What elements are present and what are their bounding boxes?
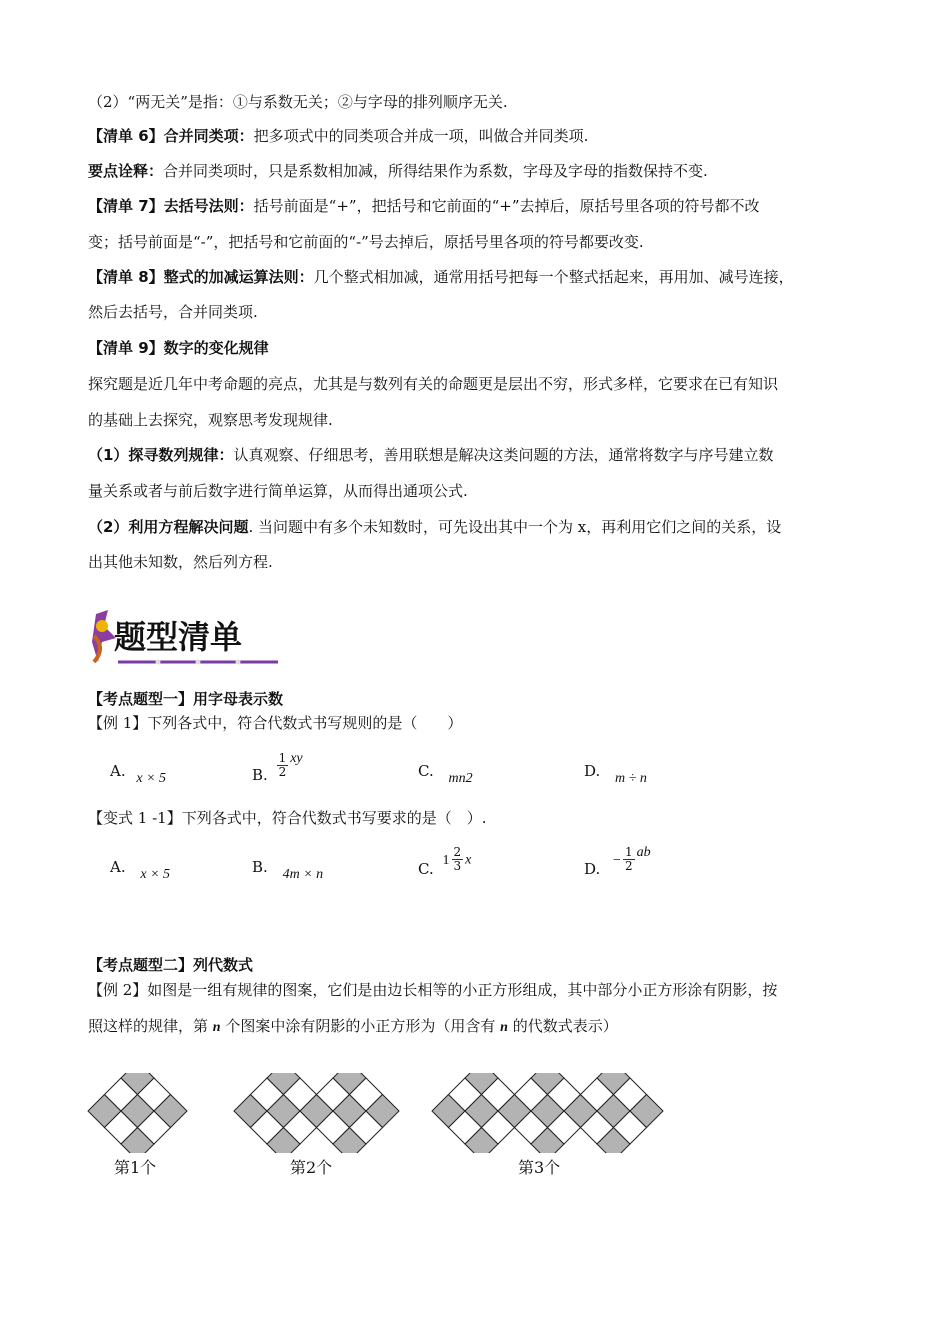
section-title: 【考点题型一】用字母表示数	[88, 690, 284, 708]
option-d: D. m ÷ n	[584, 762, 647, 786]
option-c: C. mn2	[418, 762, 473, 786]
text-line: 【清单 9】数字的变化规律	[88, 339, 269, 357]
text-line: 出其他未知数，然后列方程.	[88, 553, 273, 571]
question-text: 照这样的规律，第 n 个图案中涂有阴影的小正方形为（用含有 n 的代数式表示）	[88, 1017, 618, 1035]
text-line: （2）利用方程解决问题. 当问题中有多个未知数时，可先设出其中一个为 x，再利用它们之间的关系，设	[88, 518, 782, 536]
text-line: 量关系或者与前后数字进行简单运算，从而得出通项公式.	[88, 482, 468, 500]
question-text: 【例 1】下列各式中，符合代数式书写规则的是（ ）	[88, 714, 463, 732]
text-line: 的基础上去探究，观察思考发现规律.	[88, 411, 333, 429]
text-line: 【清单 6】合并同类项：把多项式中的同类项合并成一项，叫做合并同类项.	[88, 127, 589, 145]
option-b: B. 4m × n	[252, 858, 324, 882]
text-line: 【清单 7】去括号法则：括号前面是“+”，把括号和它前面的“+”去掉后，原括号里各项的符号都不改	[88, 197, 760, 215]
pattern-label-1: 第1个	[114, 1158, 157, 1177]
pattern-label-2: 第2个	[290, 1158, 333, 1177]
option-a: A. x × 5	[110, 762, 167, 786]
text-line: 变；括号前面是“-”，把括号和它前面的“-”号去掉后，原括号里各项的符号都要改变.	[88, 233, 644, 251]
text-line: 探究题是近几年中考命题的亮点，尤其是与数列有关的命题更是层出不穷，形式多样，它要求在已有知识	[88, 375, 779, 393]
text-line: 要点诠释：合并同类项时，只是系数相加减，所得结果作为系数，字母及字母的指数保持不变.	[88, 162, 708, 180]
text-line: 然后去括号，合并同类项.	[88, 303, 258, 321]
banner-graphic	[88, 608, 288, 670]
pattern-figure	[0, 1073, 950, 1153]
option-a: A. x × 5	[110, 858, 171, 882]
option-b: B. $\frac{1}{2}$ xy	[252, 750, 303, 784]
text-line: （1）探寻数列规律：认真观察、仔细思考，善用联想是解决这类问题的方法，通常将数字与序号建立数	[88, 446, 774, 464]
text-line: 【清单 8】整式的加减运算法则：几个整式相加减，通常用括号把每一个整式括起来，再用加、减号连接，	[88, 268, 794, 286]
option-c: C. 1 $\frac{2}{3}$ x	[418, 845, 472, 878]
text-line: （2）“两无关”是指：①与系数无关；②与字母的排列顺序无关.	[88, 93, 508, 111]
question-text: 【变式 1 -1】下列各式中，符合代数式书写要求的是（ ）.	[88, 809, 487, 827]
pattern-label-3: 第3个	[518, 1158, 561, 1177]
question-text: 【例 2】如图是一组有规律的图案，它们是由边长相等的小正方形组成，其中部分小正方形涂有阴影，按	[88, 981, 778, 999]
option-d: D. − $\frac{1}{2}$ ab	[584, 844, 651, 878]
banner-title: 题型清单	[114, 618, 243, 656]
section-title: 【考点题型二】列代数式	[88, 956, 254, 974]
section-banner	[88, 608, 288, 670]
